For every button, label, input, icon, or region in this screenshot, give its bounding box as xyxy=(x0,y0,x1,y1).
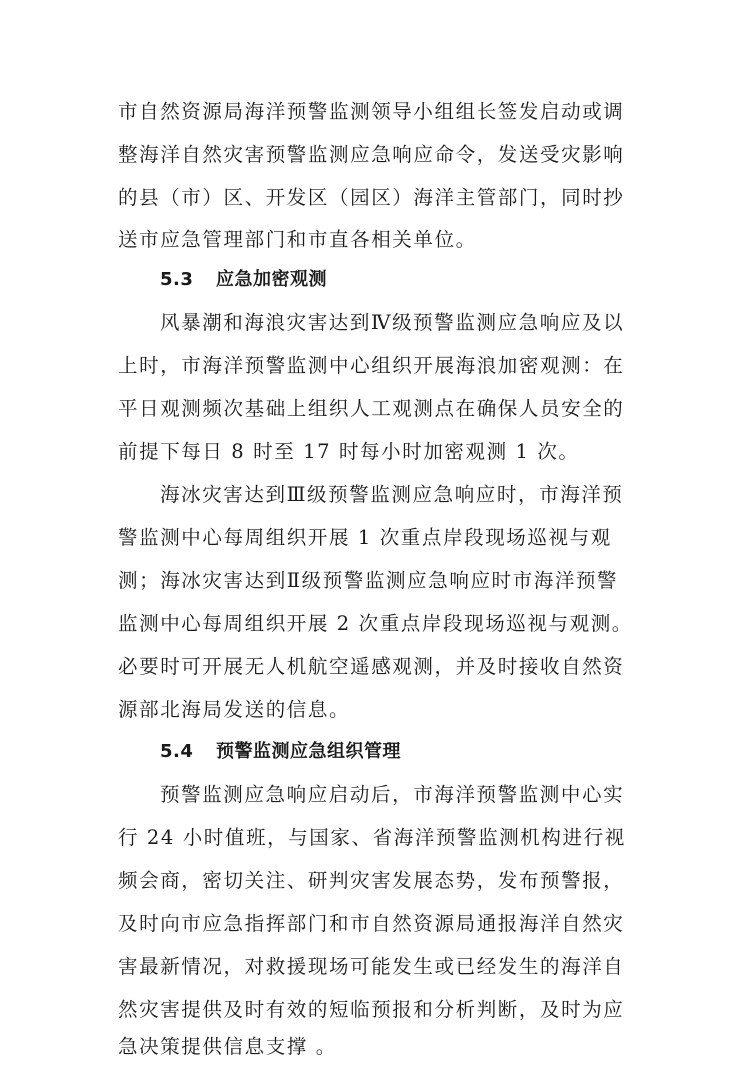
text-line: 然灾害提供及时有效的短临预报和分析判断，及时为应 xyxy=(118,998,625,1021)
text-line: 源部北海局发送的信息。 xyxy=(118,698,351,721)
text-line: 测；海冰灾害达到Ⅱ级预警监测应急响应时市海洋预警 xyxy=(118,569,619,592)
text-line: 预警监测应急响应启动后，市海洋预警监测中心实 xyxy=(160,783,625,806)
text-line: 行 24 小时值班，与国家、省海洋预警监测机构进行视 xyxy=(118,826,626,849)
section-title: 应急加密观测 xyxy=(216,269,327,290)
text-line: 频会商，密切关注、研判灾害发展态势，发布预警报， xyxy=(118,869,625,892)
text-line: 平日观测频次基础上组织人工观测点在确保人员安全的 xyxy=(118,397,625,420)
section-number: 5.4 xyxy=(160,741,194,762)
section-title: 预警监测应急组织管理 xyxy=(216,741,401,762)
section-number: 5.3 xyxy=(160,269,194,290)
text-line: 海冰灾害达到Ⅲ级预警监测应急响应时，市海洋预 xyxy=(160,483,624,506)
text-line: 前提下每日 8 时至 17 时每小时加密观测 1 次。 xyxy=(118,440,580,463)
text-line: 警监测中心每周组织开展 1 次重点岸段现场巡视与观 xyxy=(118,526,612,549)
text-line: 市自然资源局海洋预警监测领导小组组长签发启动或调 xyxy=(118,100,625,123)
text-line: 必要时可开展无人机航空遥感观测，并及时接收自然资 xyxy=(118,655,625,678)
section-heading-5-3 xyxy=(160,268,327,292)
text-line: 害最新情况，对救援现场可能发生或已经发生的海洋自 xyxy=(118,955,625,978)
text-line: 风暴潮和海浪灾害达到Ⅳ级预警监测应急响应及以 xyxy=(160,311,625,334)
text-line: 监测中心每周组织开展 2 次重点岸段现场巡视与观测。 xyxy=(118,612,633,635)
text-line: 送市应急管理部门和市直各相关单位。 xyxy=(118,228,477,251)
text-line: 的县（市）区、开发区（园区）海洋主管部门，同时抄 xyxy=(118,186,625,209)
text-line: 上时，市海洋预警监测中心组织开展海浪加密观测：在 xyxy=(118,354,625,377)
text-line: 及时向市应急指挥部门和市自然资源局通报海洋自然灾 xyxy=(118,912,625,935)
text-line: 急决策提供信息支撑 。 xyxy=(118,1035,337,1058)
text-line: 整海洋自然灾害预警监测应急响应命令，发送受灾影响 xyxy=(118,143,625,166)
section-heading-5-4 xyxy=(160,740,401,764)
